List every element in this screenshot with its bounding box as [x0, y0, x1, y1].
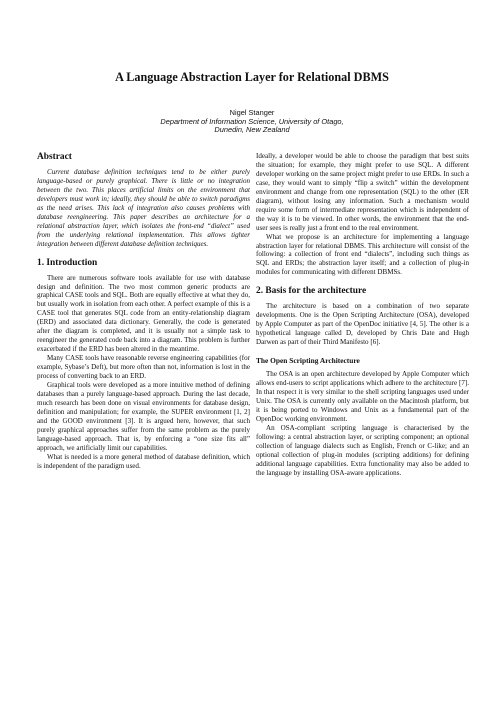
left-column [37, 152, 250, 471]
affiliation-line-1: Department of Information Science, University of Otago, [160, 117, 344, 126]
author-name: Nigel Stanger [229, 108, 275, 117]
abstract-heading: Abstract [37, 152, 72, 162]
affiliation-line-2: Dunedin, New Zealand [214, 125, 290, 134]
right-column [256, 152, 469, 478]
intro-paragraph: Graphical tools were developed as a more intuitive method of defining databases than a purely language-based approach. During the last decade, much research has been done on visual environments for database design, definition and manipulation; for example, the SUPER environment [1, 2] and the GOOD environment [3]. It is argued here, however, that such purely graphical approaches suffer from the same problem as the purely language-based approach. That is, by enforcing a “one size fits all” approach, we artificially limit our capabilities. [37, 381, 250, 452]
paper-title: A Language Abstraction Layer for Relational DBMS [115, 70, 389, 84]
intro-paragraph: What is needed is a more general method of database definition, which is independent of the paradigm used. [37, 452, 250, 470]
osa-paragraph: The OSA is an open architecture developed by Apple Computer which allows end-users to script applications which adhere to the architecture [7]. In that respect it is very similar to the shell scripting languages used under Unix. The OSA is currently only available on the Macintosh platform, but it is being ported to Windows and Unix as a fundamental part of the OpenDoc working environment. [256, 370, 469, 423]
proposal-paragraph: What we propose is an architecture for implementing a language abstraction layer for relational DBMS. This architecture will consist of the following: a collection of front end “dialects”, including such things as SQL and ERDs; the abstraction layer itself; and a collection of plug-in modules for communicating with different DBMSs. [256, 232, 469, 277]
osa-subheading: The Open Scripting Architecture [256, 356, 360, 366]
abstract-text: Current database definition techniques tend to be either purely language-based or purely graphical. There is little or no integration between the two. This places artificial limits on the environment that developers must work in; ideally, they should be able to switch paradigms as the need arises. This lack of integration also causes problems with database reengineering. This paper describes an architecture for a relational abstraction layer, which isolates the front-end “dialect” used from the underlying relational implementation. This allows tighter integration between different database definition techniques. [37, 168, 250, 248]
introduction-heading: 1. Introduction [37, 257, 98, 268]
basis-paragraph: The architecture is based on a combination of two separate developments. One is the Open Scripting Architecture (OSA), developed by Apple Computer as part of the OpenDoc initiative [4, 5]. The other is a hypothetical language called D, developed by Chris Date and Hugh Darwen as part of their Third Manifesto [6]. [256, 302, 469, 347]
intro-paragraph: Many CASE tools have reasonable reverse engineering capabilities (for example, Sybase’s Deft), but more often than not, information is lost in the process of converting back to an ERD. [37, 354, 250, 381]
intro-continued-paragraph: Ideally, a developer would be able to choose the paradigm that best suits the situation; for example, they might prefer to use SQL. A different developer working on the same project might prefer to use ERDs. In such a case, they would want to simply “flip a switch” within the development environment and change from one representation (SQL) to the other (ER diagram), without losing any information. Such a mechanism would require some form of intermediate representation which is independent of the way it is to be viewed. In other words, the environment that the end-user sees is really just a front end to the real environment. [256, 152, 469, 232]
intro-paragraph: There are numerous software tools available for use with database design and definition. The two most common generic products are graphical CASE tools and SQL. Both are equally effective at what they do, but usually work in isolation from each other. A perfect example of this is a CASE tool that generates SQL code from an entity-relationship diagram (ERD) and associated data dictionary. Generally, the code is generated after the diagram is completed, and it is usually not a simple task to reengineer the generated code back into a diagram. This problem is further exacerbated if the ERD has been altered in the meantime. [37, 273, 250, 354]
basis-heading: 2. Basis for the architecture [256, 286, 367, 297]
osa-paragraph: An OSA-compliant scripting language is characterised by the following: a central abstraction layer, or scripting component; an optional collection of language dialects such as English, French or C-like; and an optional collection of plug-in modules (scripting additions) for defining additional language capabilities. Extra functionality may also be added to the language by installing OSA-aware applications. [256, 423, 469, 477]
